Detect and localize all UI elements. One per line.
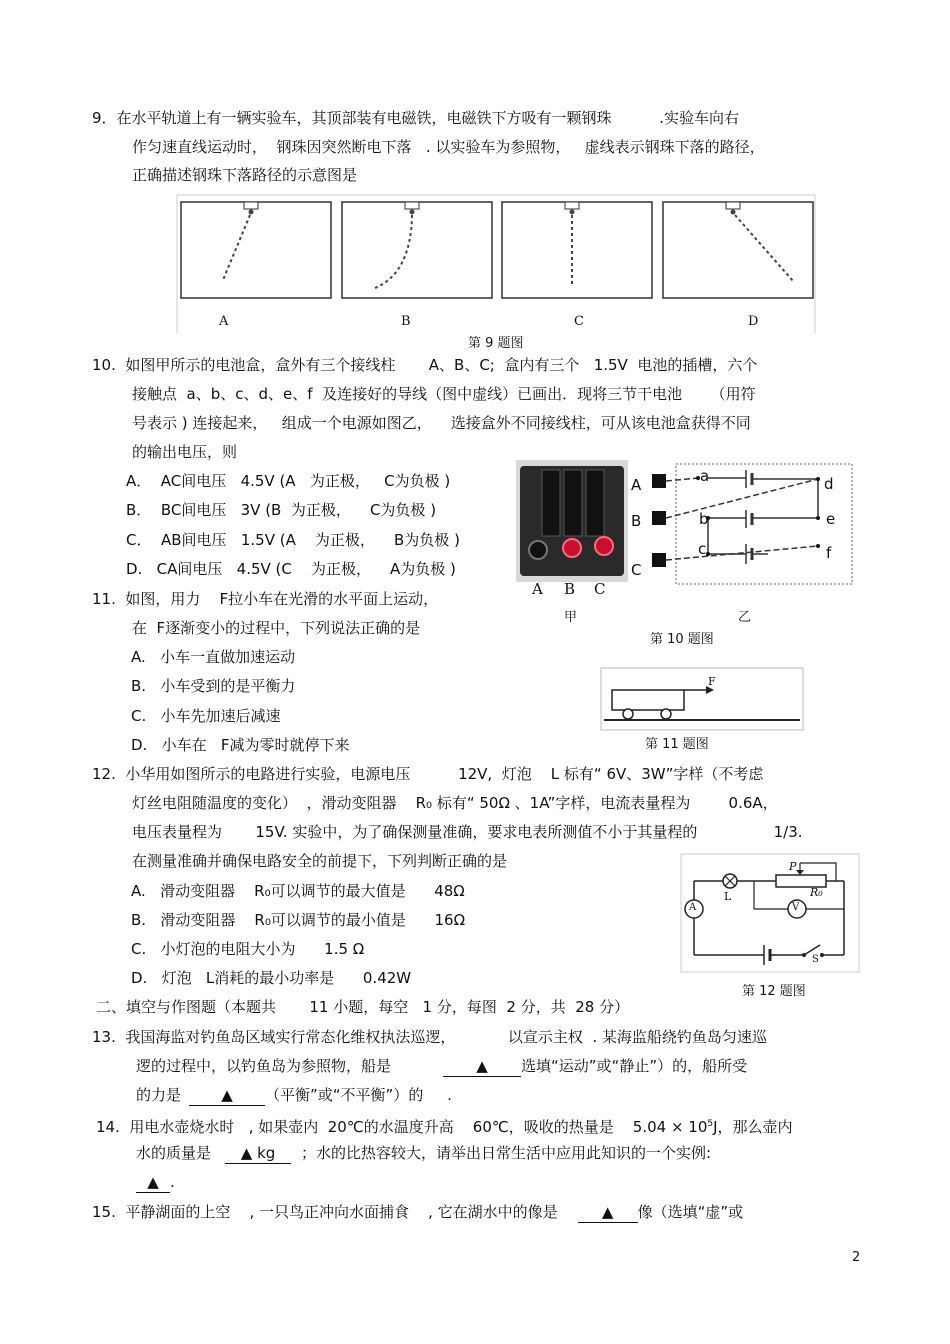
q9-caption: 第 9 题图 (468, 336, 524, 351)
q12-lamp-label: L (724, 890, 732, 903)
q10-line-2: 接触点 a、b、c、d、e、f 及连接好的导线（图中虚线）已画出．现将三节干电池 （用符 (132, 385, 756, 403)
q12-option-d: D. 灯泡 L消耗的最小功率是 0.42W (131, 969, 412, 987)
q10-point-f: f (826, 544, 832, 562)
q14-blank-2[interactable]: ▲ (136, 1172, 170, 1193)
q10-circuit-caption: 乙 (738, 610, 752, 625)
q10-terminal-b: B (631, 512, 642, 530)
q14-line-1 (96, 1114, 793, 1137)
q12-line-2: 灯丝电阻随温度的变化） ，滑动变阻器 R₀ 标有“ 50Ω 、1A”字样，电流表量程为 0.6A， (132, 794, 778, 812)
q10-terminal-a: A (631, 476, 642, 494)
q10-point-c: c (698, 540, 707, 558)
q10-line-3: 号表示 ) 连接起来， 组成一个电源如图乙， 选接盒外不同接线柱，可从该电池盒获得不同 (132, 414, 751, 432)
q9-option-c: C (574, 314, 584, 329)
q15-line-1-start: 15. 平静湖面的上空 , 一只鸟正冲向水面捕食 , 它在湖水中的像是 (92, 1203, 558, 1221)
q10-photo-label-b: B (564, 580, 576, 598)
q10-photo-caption: 甲 (564, 610, 578, 625)
q10-photo-label-c: C (594, 580, 606, 598)
q10-option-a: A． AC间电压 4.5V (A 为正极， C为负极 ) (126, 472, 451, 490)
q12-rheostat-label: R₀ (810, 886, 823, 899)
q9-option-b: B (401, 314, 411, 329)
q11-option-a: A. 小车一直做加速运动 (131, 648, 296, 666)
q9-option-d: D (748, 314, 759, 329)
q10-line-1: 10. 如图甲所示的电池盒，盒外有三个接线柱 A、B、C; 盒内有三个 1.5V 电池的插槽，六个 (92, 356, 758, 374)
q11-line-2: 在 F逐渐变小的过程中，下列说法正确的是 (132, 619, 421, 637)
q9-panel-c (502, 202, 652, 298)
q9-line-2: 作匀速直线运动时， 钢珠因突然断电下落 . 以实验车为参照物， 虚线表示钢珠下落的路径， (132, 138, 765, 156)
q10-point-e: e (826, 510, 836, 528)
q10-option-b: B． BC间电压 3V (B 为正极， C为负极 ) (126, 501, 437, 519)
page-number: 2 (852, 1250, 861, 1265)
q14-line-1-end: J，那么壶内 (713, 1118, 793, 1136)
q12-line-4: 在测量准确并确保电路安全的前提下，下列判断正确的是 (132, 852, 508, 870)
q10-battery-box-photo (516, 460, 628, 582)
q12-caption: 第 12 题图 (742, 984, 806, 999)
q11-force-label: F (708, 675, 716, 688)
q14-line-3 (136, 1172, 175, 1193)
q9-option-a: A (219, 314, 229, 329)
q14-line-2 (136, 1143, 711, 1164)
q12-option-c: C. 小灯泡的电阻大小为 1.5 Ω (131, 940, 365, 958)
q10-point-a: a (700, 467, 710, 485)
q10-line-4: 的输出电压，则 (132, 443, 238, 461)
q11-cart-figure (600, 667, 804, 731)
q10-caption: 第 10 题图 (650, 632, 714, 647)
q14-blank-1-mark: ▲ (240, 1144, 253, 1162)
q14-blank-1[interactable] (225, 1143, 291, 1164)
q10-photo-label-a: A (532, 580, 543, 598)
q13-line-3-end: （平衡”或“不平衡”）的 . (265, 1086, 452, 1104)
q11-option-c: C. 小车先加速后减速 (131, 707, 281, 725)
q9-panel-d (663, 202, 813, 298)
q13-line-3-start: 的力是 (136, 1086, 182, 1104)
q15-blank-1[interactable]: ▲ (578, 1202, 638, 1223)
q15-line-1-end: 像（选填“虚”或 (637, 1203, 744, 1221)
q12-option-b: B. 滑动变阻器 R₀可以调节的最小值是 16Ω (131, 911, 466, 929)
q13-line-3 (136, 1085, 452, 1106)
q13-line-1: 13. 我国海监对钓鱼岛区域实行常态化维权执法巡逻， 以宣示主权 . 某海监船绕钓鱼岛匀速巡 (92, 1028, 767, 1046)
q11-option-b: B. 小车受到的是平衡力 (131, 677, 296, 695)
q11-caption: 第 11 题图 (645, 737, 709, 752)
q12-ammeter-label: A (689, 902, 697, 913)
q13-line-2-end: 选填“运动”或“静止”）的，船所受 (521, 1057, 748, 1075)
q10-point-b: b (699, 510, 709, 528)
q14-unit: kg (257, 1144, 276, 1162)
q12-line-1: 12. 小华用如图所示的电路进行实验，电源电压 12V, 灯泡 L 标有“ 6V、3W”字样（不考虑 (92, 765, 764, 783)
q13-blank-1[interactable]: ▲ (443, 1056, 521, 1077)
q10-option-d: D. CA间电压 4.5V (C 为正极， A为负极 ) (126, 560, 456, 578)
q14-line-2-start: 水的质量是 (136, 1144, 212, 1162)
q14-line-1-start: 14. 用电水壶烧水时 , 如果壶内 20℃的水温度升高 60℃，吸收的热量是 5.04 × 10 (96, 1118, 708, 1136)
q12-slider-label: P (789, 860, 797, 873)
q14-line-3-end: . (170, 1173, 175, 1191)
q12-voltmeter-label: V (792, 902, 800, 913)
q13-line-2-start: 逻的过程中，以钓鱼岛为参照物，船是 (136, 1057, 392, 1075)
q15-line-1 (92, 1202, 743, 1223)
q9-panel-a (181, 202, 331, 298)
section-2-heading: 二、填空与作图题（本题共 11 小题，每空 1 分，每图 2 分，共 28 分） (96, 998, 630, 1016)
q11-line-1: 11. 如图，用力 F拉小车在光滑的水平面上运动， (92, 590, 439, 608)
q14-exponent: 5 (707, 1119, 714, 1129)
q12-circuit-figure (680, 853, 860, 973)
q13-blank-2[interactable]: ▲ (189, 1085, 265, 1106)
q10-option-c: C． AB间电压 1.5V (A 为正极， B为负极 ) (126, 531, 460, 549)
q14-line-2-end: ；水的比热容较大，请举出日常生活中应用此知识的一个实例: (301, 1144, 712, 1162)
q13-line-2 (136, 1056, 747, 1077)
q11-option-d: D. 小车在 F减为零时就停下来 (131, 736, 350, 754)
q10-terminal-c: C (631, 561, 642, 579)
q9-line-3: 正确描述钢珠下落路径的示意图是 (132, 166, 358, 184)
q9-figure (175, 193, 817, 335)
q12-switch-label: S (812, 954, 819, 965)
q12-line-3: 电压表量程为 15V. 实验中，为了确保测量准确，要求电表所测值不小于其量程的 1/3. (132, 823, 803, 841)
q12-option-a: A. 滑动变阻器 R₀可以调节的最大值是 48Ω (131, 882, 465, 900)
q9-line-1: 9．在水平轨道上有一辆实验车，其顶部装有电磁铁，电磁铁下方吸有一颗钢珠 .实验车向右 (92, 109, 739, 127)
q9-panel-b (342, 202, 492, 298)
q10-point-d: d (824, 475, 834, 493)
